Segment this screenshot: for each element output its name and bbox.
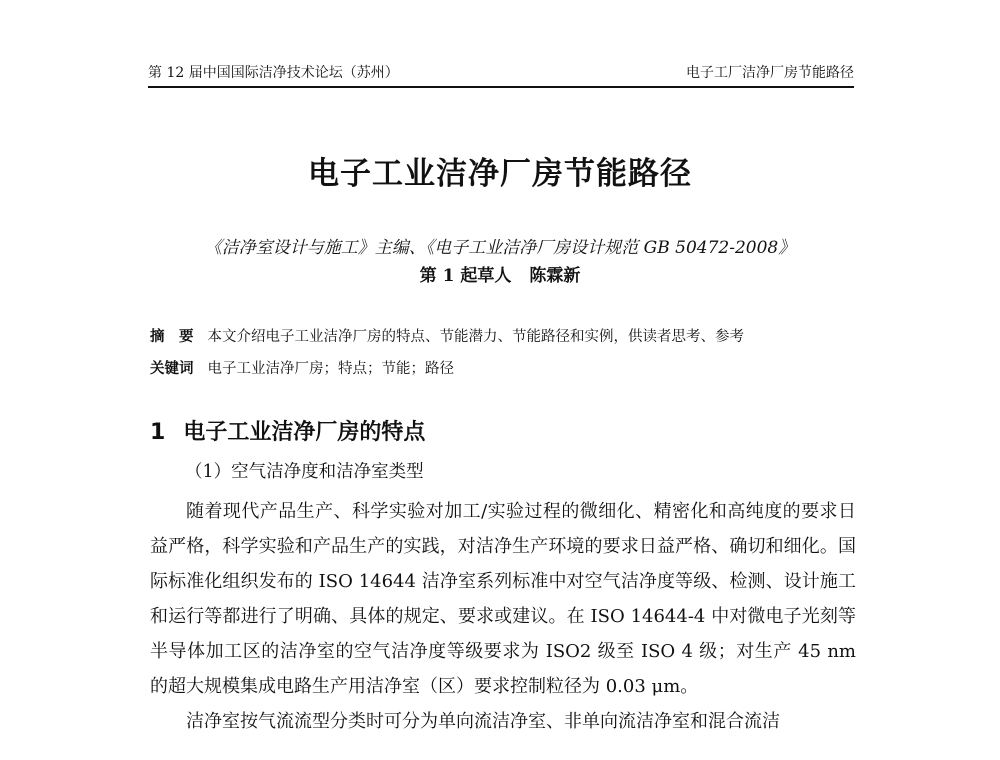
author-line [0,264,1000,288]
abstract-text: 本文介绍电子工业洁净厂房的特点、节能潜力、节能路径和实例，供读者思考、参考 [207,329,744,345]
keywords [150,358,870,380]
section-heading [150,418,425,448]
subsection-heading: （1）空气洁净度和洁净室类型 [185,462,424,482]
running-header [148,62,854,84]
section-number: 1 [150,420,166,445]
header-divider [148,86,854,88]
keywords-label: 关键词 [150,360,194,377]
keywords-text: 电子工业洁净厂房；特点；节能；路径 [207,361,454,377]
paragraph: 洁净室按气流流型分类时可分为单向流洁净室、非单向流洁净室和混合流洁 [186,711,780,732]
header-article-title: 电子工厂洁净厂房节能路径 [686,65,854,81]
paper-title: 电子工业洁净厂房节能路径 [308,156,692,192]
author-name: 陈霖新 [529,266,581,286]
header-conference: 第 12 届中国国际洁净技术论坛（苏州） [148,65,399,81]
body-text [150,494,856,739]
paragraph: 随着现代产品生产、科学实验对加工/实验过程的微细化、精密化和高纯度的要求日益严格，科学实验和产品生产的实践，对洁净生产环境的要求日益严格、确切和细化。国际标准化组织发布的 ISO 14644 洁净室系列标准中对空气洁净度等级、检测、设计施工和运行等都进行了明确、具体的规定、要求或建议。在 ISO 14644-4 中对微电子光刻等半导体加工区的洁净室的空气洁净度等级要求为 ISO2 级至 ISO 4 级；对生产 45 nm 的超大规模集成电路生产用洁净室（区）要求控制粒径为 0.03 μm。 [150,501,856,697]
abstract [150,326,870,348]
abstract-label: 摘 要 [150,328,194,345]
author-role: 第 1 起草人 [419,266,512,286]
section-title: 电子工业洁净厂房的特点 [183,420,426,445]
author-affiliation: 《洁净室设计与施工》主编、《电子工业洁净厂房设计规范 GB 50472-2008》 [204,238,796,258]
